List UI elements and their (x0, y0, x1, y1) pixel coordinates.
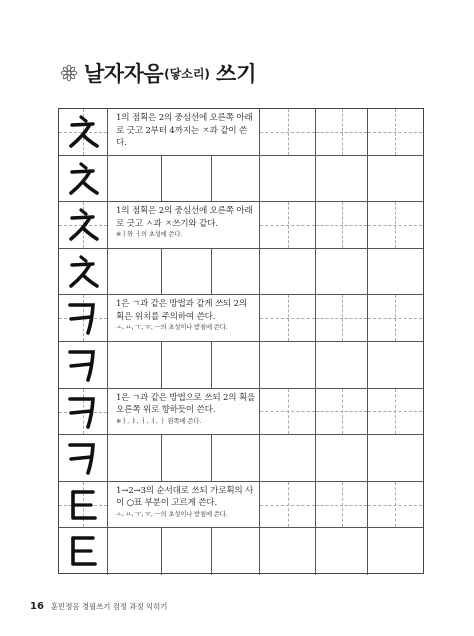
sample-character (59, 435, 108, 481)
stroke-instruction (108, 295, 260, 341)
writing-cell[interactable] (368, 109, 422, 155)
instruction-text: 1→2→3의 순서대로 쓰되 가로획의 사이 ○표 부분이 고르게 쓴다. (116, 485, 254, 509)
practice-row (59, 249, 423, 296)
practice-row (59, 295, 423, 342)
writing-cell[interactable] (162, 435, 212, 481)
sample-character (59, 202, 108, 248)
sample-character (59, 109, 108, 155)
flower-ornament-icon (60, 64, 78, 82)
writing-cell[interactable] (260, 342, 316, 388)
writing-cell[interactable] (368, 156, 422, 202)
page-footer (30, 601, 167, 612)
writing-cell[interactable] (162, 528, 212, 575)
sample-character (59, 249, 108, 295)
writing-cell[interactable] (162, 156, 212, 202)
writing-cell[interactable] (108, 156, 162, 202)
practice-row (59, 342, 423, 389)
instruction-text: 1의 점획은 2의 중심선에 오른쪽 아래로 긋고 ㅅ과 ㅈ쓰기와 같다. (116, 206, 253, 229)
instruction-subnote: ㅗ, ㅛ, ㅜ, ㅠ, ㅡ의 초성이나 받침에 쓴다. (116, 323, 228, 332)
writing-cell[interactable] (108, 435, 162, 481)
page-number: 16 (30, 601, 44, 612)
instruction-text: 1은 ㄱ과 같은 방법으로 쓰되 2의 획을 오른쪽 위로 향하듯이 쓴다. (116, 392, 256, 416)
writing-cell[interactable] (260, 389, 316, 435)
sample-character (59, 156, 108, 202)
instruction-subnote: ※ㅏ, ㅑ, ㅓ, ㅕ, ㅣ 왼쪽에 쓴다. (116, 416, 202, 425)
practice-row (59, 109, 423, 156)
writing-cell[interactable] (316, 295, 368, 341)
writing-cell[interactable] (108, 249, 162, 295)
writing-cell[interactable] (260, 295, 316, 341)
instruction-subnote: ㅗ, ㅛ, ㅜ, ㅠ, ㅡ의 초성이나 받침에 쓴다. (116, 509, 228, 518)
sample-character (59, 295, 108, 341)
writing-cell[interactable] (260, 482, 316, 528)
writing-cell[interactable] (260, 249, 316, 295)
writing-cell[interactable] (162, 249, 212, 295)
instruction-text: 1은 ㄱ과 같은 방법과 같게 쓰되 2의 획은 위치를 주의하여 쓴다. (116, 299, 248, 322)
writing-cell[interactable] (260, 202, 316, 248)
page-title: 날자자음 (84, 62, 164, 86)
writing-cell[interactable] (316, 156, 368, 202)
writing-cell[interactable] (260, 156, 316, 202)
stroke-instruction (108, 482, 260, 528)
writing-cell[interactable] (368, 482, 422, 528)
practice-row (59, 156, 423, 203)
writing-cell[interactable] (316, 528, 368, 575)
writing-cell[interactable] (368, 295, 422, 341)
writing-cell[interactable] (212, 342, 260, 388)
sample-character (59, 342, 108, 388)
book-title: 훈민정음 경필쓰기 검정 과정 익히기 (50, 602, 168, 611)
writing-cell[interactable] (368, 249, 422, 295)
writing-cell[interactable] (316, 202, 368, 248)
writing-cell[interactable] (368, 389, 422, 435)
writing-cell[interactable] (260, 528, 316, 575)
writing-cell[interactable] (316, 109, 368, 155)
instruction-subnote: ※ㅏ와 ㅓ의 초성에 쓴다. (116, 230, 183, 239)
writing-cell[interactable] (368, 342, 422, 388)
page-header (60, 58, 256, 88)
sample-character (59, 389, 108, 435)
stroke-instruction (108, 109, 260, 155)
practice-table (58, 108, 424, 574)
writing-cell[interactable] (316, 249, 368, 295)
writing-cell[interactable] (316, 342, 368, 388)
practice-row (59, 389, 423, 436)
writing-cell[interactable] (316, 482, 368, 528)
writing-cell[interactable] (260, 109, 316, 155)
stroke-instruction (108, 202, 260, 248)
writing-cell[interactable] (162, 342, 212, 388)
instruction-text: 1의 점획은 2의 중심선에 오른쪽 아래로 긋고 2부터 4까지는 ㅈ과 같이 쓴다. (116, 113, 253, 148)
practice-row (59, 482, 423, 529)
writing-cell[interactable] (368, 202, 422, 248)
practice-row (59, 435, 423, 482)
page-subtitle: (닿소리) (164, 66, 210, 81)
writing-cell[interactable] (260, 435, 316, 481)
writing-cell[interactable] (212, 435, 260, 481)
writing-cell[interactable] (212, 249, 260, 295)
writing-cell[interactable] (316, 389, 368, 435)
sample-character (59, 482, 108, 528)
writing-cell[interactable] (108, 342, 162, 388)
page-title-tail: 쓰기 (215, 62, 257, 86)
writing-cell[interactable] (368, 528, 422, 575)
writing-cell[interactable] (212, 156, 260, 202)
stroke-instruction (108, 389, 260, 435)
writing-cell[interactable] (212, 528, 260, 575)
writing-cell[interactable] (108, 528, 162, 575)
practice-row (59, 202, 423, 249)
writing-cell[interactable] (316, 435, 368, 481)
practice-row (59, 528, 423, 575)
sample-character (59, 528, 108, 575)
writing-cell[interactable] (368, 435, 422, 481)
